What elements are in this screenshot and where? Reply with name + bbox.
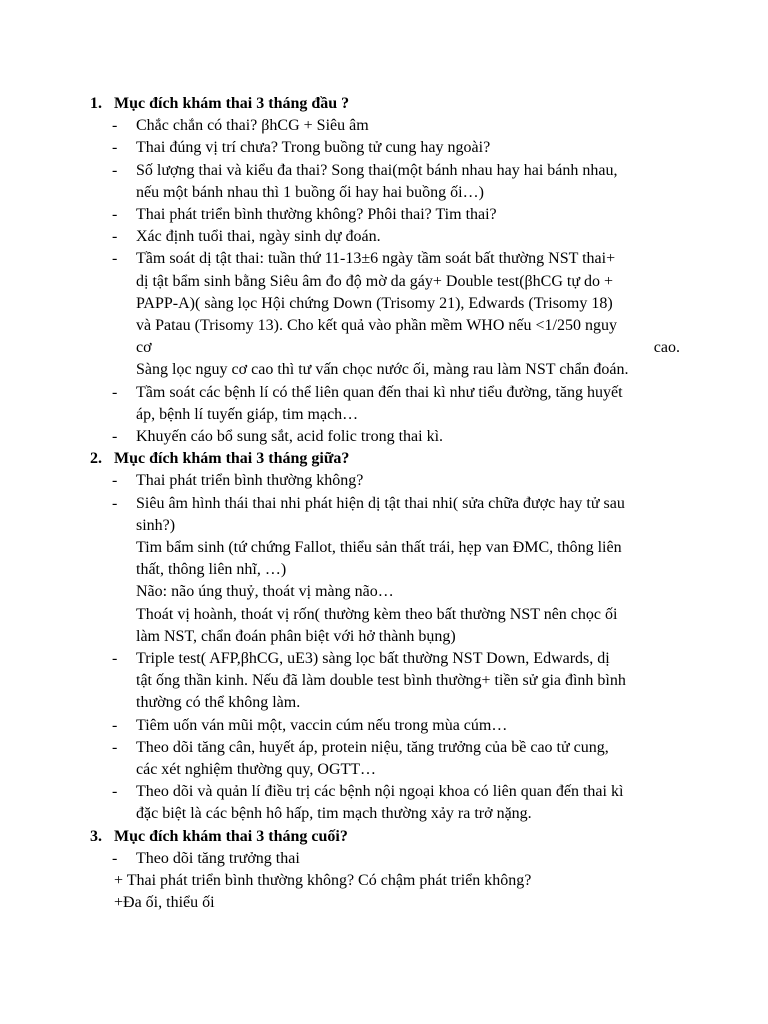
continuation-text: Thoát vị hoành, thoát vị rốn( thường kèm theo bất thường NST nên chọc ối	[136, 605, 618, 623]
item-text: cơ	[136, 339, 152, 357]
item-text: Xác định tuổi thai, ngày sinh dự đoán.	[136, 228, 381, 246]
item-text: Thai đúng vị trí chưa? Trong buồng tử cung hay ngoài?	[136, 139, 491, 157]
item-text: Theo dõi tăng cân, huyết áp, protein niệu, tăng trưởng của bề cao tử cung,	[136, 738, 609, 756]
item-text: Siêu âm hình thái thai nhi phát hiện dị tật thai nhi( sửa chữa được hay tử sau	[136, 494, 625, 512]
item-text: Số lượng thai và kiểu đa thai? Song thai(một bánh nhau hay hai bánh nhau,	[136, 161, 618, 179]
list-item	[90, 115, 680, 137]
item-text: Theo dõi tăng trưởng thai	[136, 849, 300, 867]
list-item	[90, 426, 680, 448]
continuation-block	[90, 537, 680, 648]
section-title: Mục đích khám thai 3 tháng đầu ?	[114, 95, 350, 112]
list-item	[90, 226, 680, 248]
section-number: 1.	[90, 95, 102, 112]
list-item	[90, 248, 680, 381]
item-text: nếu một bánh nhau thì 1 buồng ối hay hai buồng ối…)	[136, 183, 484, 201]
bullet-dash: -	[112, 428, 118, 446]
item-text: Khuyến cáo bổ sung sắt, acid folic trong thai kì.	[136, 428, 444, 446]
item-text: đặc biệt là các bệnh hô hấp, tim mạch thường xảy ra trở nặng.	[136, 805, 532, 823]
bullet-dash: -	[112, 206, 118, 223]
item-text: áp, bệnh lí tuyến giáp, tim mạch…	[136, 405, 359, 423]
plus-line: + Thai phát triển bình thường không? Có chậm phát triển không?	[114, 872, 532, 890]
section-first-trimester	[90, 93, 680, 448]
list-item	[90, 648, 680, 715]
item-text: PAPP-A)( sàng lọc Hội chứng Down (Trisomy 21), Edwards (Trisomy 18)	[136, 294, 613, 312]
bullet-dash: -	[112, 161, 118, 179]
bullet-dash: -	[112, 472, 118, 490]
bullet-dash: -	[112, 716, 118, 734]
bullet-dash: -	[112, 139, 118, 157]
item-text: Triple test( AFP,βhCG, uE3) sàng lọc bất thường NST Down, Edwards, dị	[136, 650, 610, 668]
item-text: Tầm soát dị tật thai: tuần thứ 11-13±6 ngày tầm soát bất thường NST thai+	[136, 250, 616, 268]
item-text: Tiêm uốn ván mũi một, vaccin cúm nếu trong mùa cúm…	[136, 716, 508, 734]
section-heading	[90, 826, 680, 848]
item-text: Sàng lọc nguy cơ cao thì tư vấn chọc nước ối, màng rau làm NST chẩn đoán.	[136, 361, 629, 379]
item-text: tật ống thần kinh. Nếu đã làm double test bình thường+ tiền sử gia đình bình	[136, 672, 626, 690]
section-third-trimester	[90, 826, 680, 915]
item-text: và Patau (Trisomy 13). Cho kết quả vào phần mềm WHO nếu <1/250 nguy	[136, 317, 617, 335]
bullet-dash: -	[112, 228, 118, 246]
document-page	[90, 93, 680, 914]
list-item	[90, 137, 680, 159]
item-text: thường có thể không làm.	[136, 694, 301, 712]
item-text: các xét nghiệm thường quy, OGTT…	[136, 761, 377, 779]
continuation-text: làm NST, chẩn đoán phân biệt với hở thành bụng)	[136, 627, 456, 645]
item-text: Thai phát triển bình thường không? Phôi thai? Tim thai?	[136, 206, 497, 223]
section-title: Mục đích khám thai 3 tháng cuối?	[114, 827, 348, 845]
section-title: Mục đích khám thai 3 tháng giữa?	[114, 450, 350, 468]
continuation-text: Tim bẩm sinh (tứ chứng Fallot, thiểu sản thất trái, hẹp van ĐMC, thông liên	[136, 539, 622, 557]
list-item	[90, 715, 680, 737]
list-item	[90, 470, 680, 492]
bullet-dash: -	[112, 783, 118, 801]
bullet-dash: -	[112, 117, 118, 135]
list-item	[90, 204, 680, 226]
bullet-dash: -	[112, 494, 118, 512]
list-item	[90, 382, 680, 426]
plus-line: +Đa ối, thiểu ối	[114, 894, 215, 912]
continuation-text: Não: não úng thuỷ, thoát vị màng não…	[136, 583, 394, 601]
item-text: cao.	[653, 339, 680, 357]
bullet-dash: -	[112, 650, 118, 668]
section-heading	[90, 93, 680, 115]
item-text: Thai phát triển bình thường không?	[136, 472, 364, 490]
bullet-dash: -	[112, 738, 118, 756]
list-item	[90, 737, 680, 781]
section-heading	[90, 448, 680, 470]
bullet-dash: -	[112, 250, 118, 268]
item-text: dị tật bẩm sinh bằng Siêu âm đo độ mờ da gáy+ Double test(βhCG tự do +	[136, 272, 614, 290]
item-text: Tầm soát các bệnh lí có thể liên quan đến thai kì như tiểu đường, tăng huyết	[136, 383, 623, 401]
section-number: 2.	[90, 450, 102, 468]
item-text: Theo dõi và quản lí điều trị các bệnh nội ngoại khoa có liên quan đến thai kì	[136, 783, 624, 801]
continuation-text: thất, thông liên nhĩ, …)	[136, 561, 287, 579]
bullet-dash: -	[112, 849, 118, 867]
item-text: sinh?)	[136, 516, 176, 534]
list-item	[90, 160, 680, 204]
item-text-justified	[136, 337, 680, 359]
section-second-trimester	[90, 448, 680, 825]
section-number: 3.	[90, 827, 102, 845]
list-item	[90, 848, 680, 870]
list-item	[90, 493, 680, 537]
list-item	[90, 781, 680, 825]
item-text: Chắc chắn có thai? βhCG + Siêu âm	[136, 117, 369, 135]
bullet-dash: -	[112, 383, 118, 401]
